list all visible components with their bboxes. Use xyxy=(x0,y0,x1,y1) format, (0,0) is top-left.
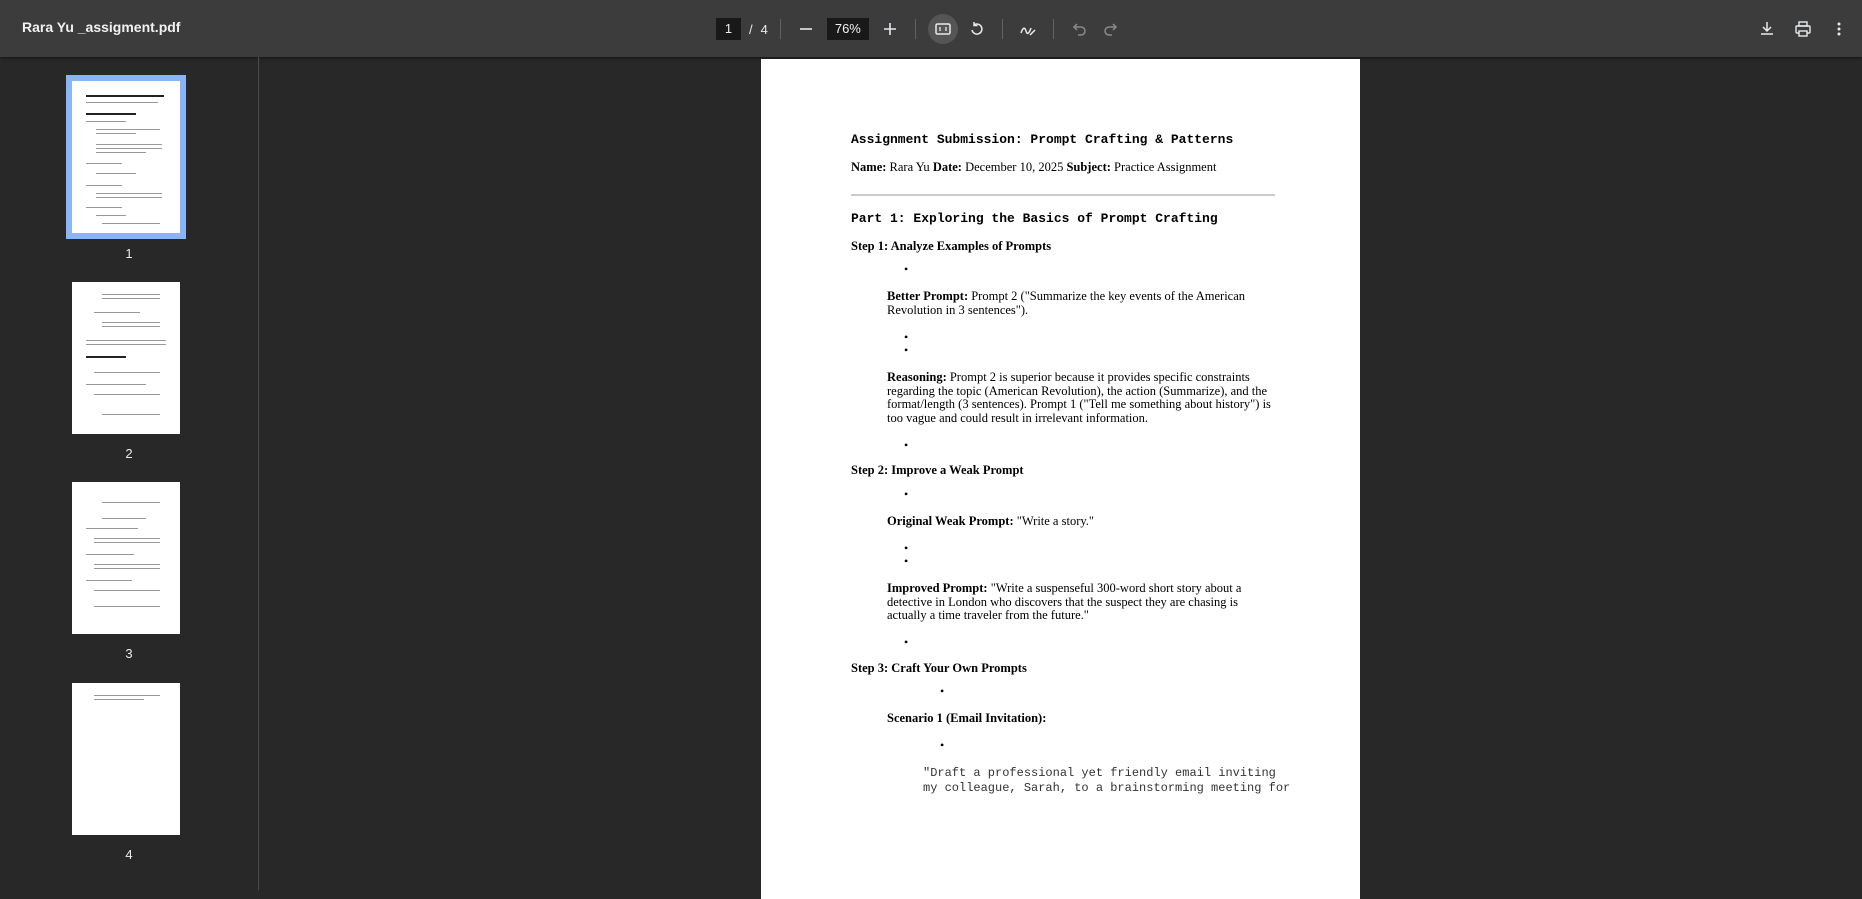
better-prompt-label: Better Prompt: xyxy=(887,289,969,303)
undo-button[interactable] xyxy=(1066,16,1092,42)
prompt-code-line: "Draft a professional yet friendly email inviting xyxy=(923,766,1276,780)
better-prompt-text: Prompt 2 ("Summarize the key events of the American Revolution in 3 sentences"). xyxy=(887,289,1246,317)
rotate-button[interactable] xyxy=(964,16,990,42)
print-button[interactable] xyxy=(1790,16,1816,42)
bullet: • xyxy=(904,635,909,649)
redo-button[interactable] xyxy=(1098,16,1124,42)
subject-value: Practice Assignment xyxy=(1114,159,1217,174)
more-vert-icon xyxy=(1830,20,1848,38)
bullet: • xyxy=(904,554,909,568)
date-label: Date: xyxy=(932,159,962,174)
zoom-out-button[interactable] xyxy=(793,16,819,42)
more-options-button[interactable] xyxy=(1826,16,1852,42)
print-icon xyxy=(1794,20,1812,38)
subject-label: Subject: xyxy=(1066,159,1111,174)
fit-page-icon xyxy=(934,20,952,38)
pdf-page xyxy=(761,59,1360,899)
plus-icon xyxy=(881,20,899,38)
reasoning-text: Prompt 2 is superior because it provides specific constraints regarding the topic (American Revolution), the action (Summarize), and the format/length (3 sentences). Prompt 1 ("Tell me something about history") is too vague and could result in irrelevant information. xyxy=(887,370,1271,425)
download-button[interactable] xyxy=(1754,16,1780,42)
page-thumbnail-2[interactable] xyxy=(72,282,180,434)
pdf-toolbar xyxy=(0,0,1862,57)
original-prompt-text: "Write a story." xyxy=(1016,513,1095,528)
undo-icon xyxy=(1070,20,1088,38)
bullet: • xyxy=(904,486,909,501)
name-label: Name: xyxy=(851,159,887,174)
toolbar-right-controls xyxy=(1754,16,1852,42)
bullet: • xyxy=(904,437,909,452)
bullet: • xyxy=(904,329,909,344)
date-value: December 10, 2025 xyxy=(965,159,1064,174)
page-thumbnail-label: 2 xyxy=(125,446,133,461)
improved-prompt-label: Improved Prompt: xyxy=(887,581,988,595)
redo-icon xyxy=(1102,20,1120,38)
doc-title: Assignment Submission: Prompt Crafting & Patterns xyxy=(851,132,1234,147)
divider xyxy=(915,19,916,39)
step-heading: Step 3: Craft Your Own Prompts xyxy=(851,660,1027,675)
zoom-level-input[interactable]: 76% xyxy=(827,18,869,40)
original-prompt-label: Original Weak Prompt: xyxy=(887,513,1014,528)
part-heading: Part 1: Exploring the Basics of Prompt Crafting xyxy=(851,211,1218,226)
reasoning-paragraph xyxy=(887,371,1275,425)
page-number-input[interactable]: 1 xyxy=(716,18,741,40)
divider xyxy=(780,19,781,39)
horizontal-rule xyxy=(851,194,1275,196)
better-prompt-paragraph xyxy=(887,290,1275,317)
bullet: • xyxy=(904,343,909,357)
original-prompt-paragraph xyxy=(887,515,1275,529)
divider xyxy=(1002,19,1003,39)
prompt-code-line: my colleague, Sarah, to a brainstorming meeting for xyxy=(923,781,1291,795)
step-heading: Step 1: Analyze Examples of Prompts xyxy=(851,238,1052,253)
draw-icon xyxy=(1019,20,1037,38)
improved-prompt-paragraph xyxy=(887,582,1275,623)
scenario-heading: Scenario 1 (Email Invitation): xyxy=(887,711,1047,725)
download-icon xyxy=(1758,20,1776,38)
name-value: Rara Yu xyxy=(889,159,930,174)
page-thumbnail-label: 1 xyxy=(125,246,133,261)
zoom-in-button[interactable] xyxy=(877,16,903,42)
page-separator: / xyxy=(749,21,753,37)
divider xyxy=(1053,19,1054,39)
bullet: • xyxy=(940,738,945,752)
bullet: • xyxy=(904,262,909,276)
bullet: • xyxy=(904,540,909,555)
page-content xyxy=(851,132,1291,796)
total-pages: 4 xyxy=(760,21,768,37)
thumbnail-sidebar xyxy=(0,57,259,890)
page-thumbnail-label: 3 xyxy=(125,646,133,661)
page-thumbnail-3[interactable] xyxy=(72,482,180,634)
page-thumbnail-1[interactable] xyxy=(72,81,180,233)
improved-prompt-text: "Write a suspenseful 300-word short story about a detective in London who discovers that the suspect they are chasing is actually a time traveler from the future." xyxy=(887,581,1242,622)
rotate-icon xyxy=(968,20,986,38)
page-thumbnail-4[interactable] xyxy=(72,683,180,835)
bullet: • xyxy=(940,684,945,698)
annotate-button[interactable] xyxy=(1015,16,1041,42)
page-thumbnail-label: 4 xyxy=(125,847,133,862)
doc-meta xyxy=(851,161,1275,175)
document-title: Rara Yu _assigment.pdf xyxy=(22,19,181,35)
minus-icon xyxy=(797,20,815,38)
step-heading: Step 2: Improve a Weak Prompt xyxy=(851,463,1024,477)
fit-to-page-button[interactable] xyxy=(928,14,958,44)
toolbar-center-controls xyxy=(716,17,1124,41)
reasoning-label: Reasoning: xyxy=(887,370,947,384)
